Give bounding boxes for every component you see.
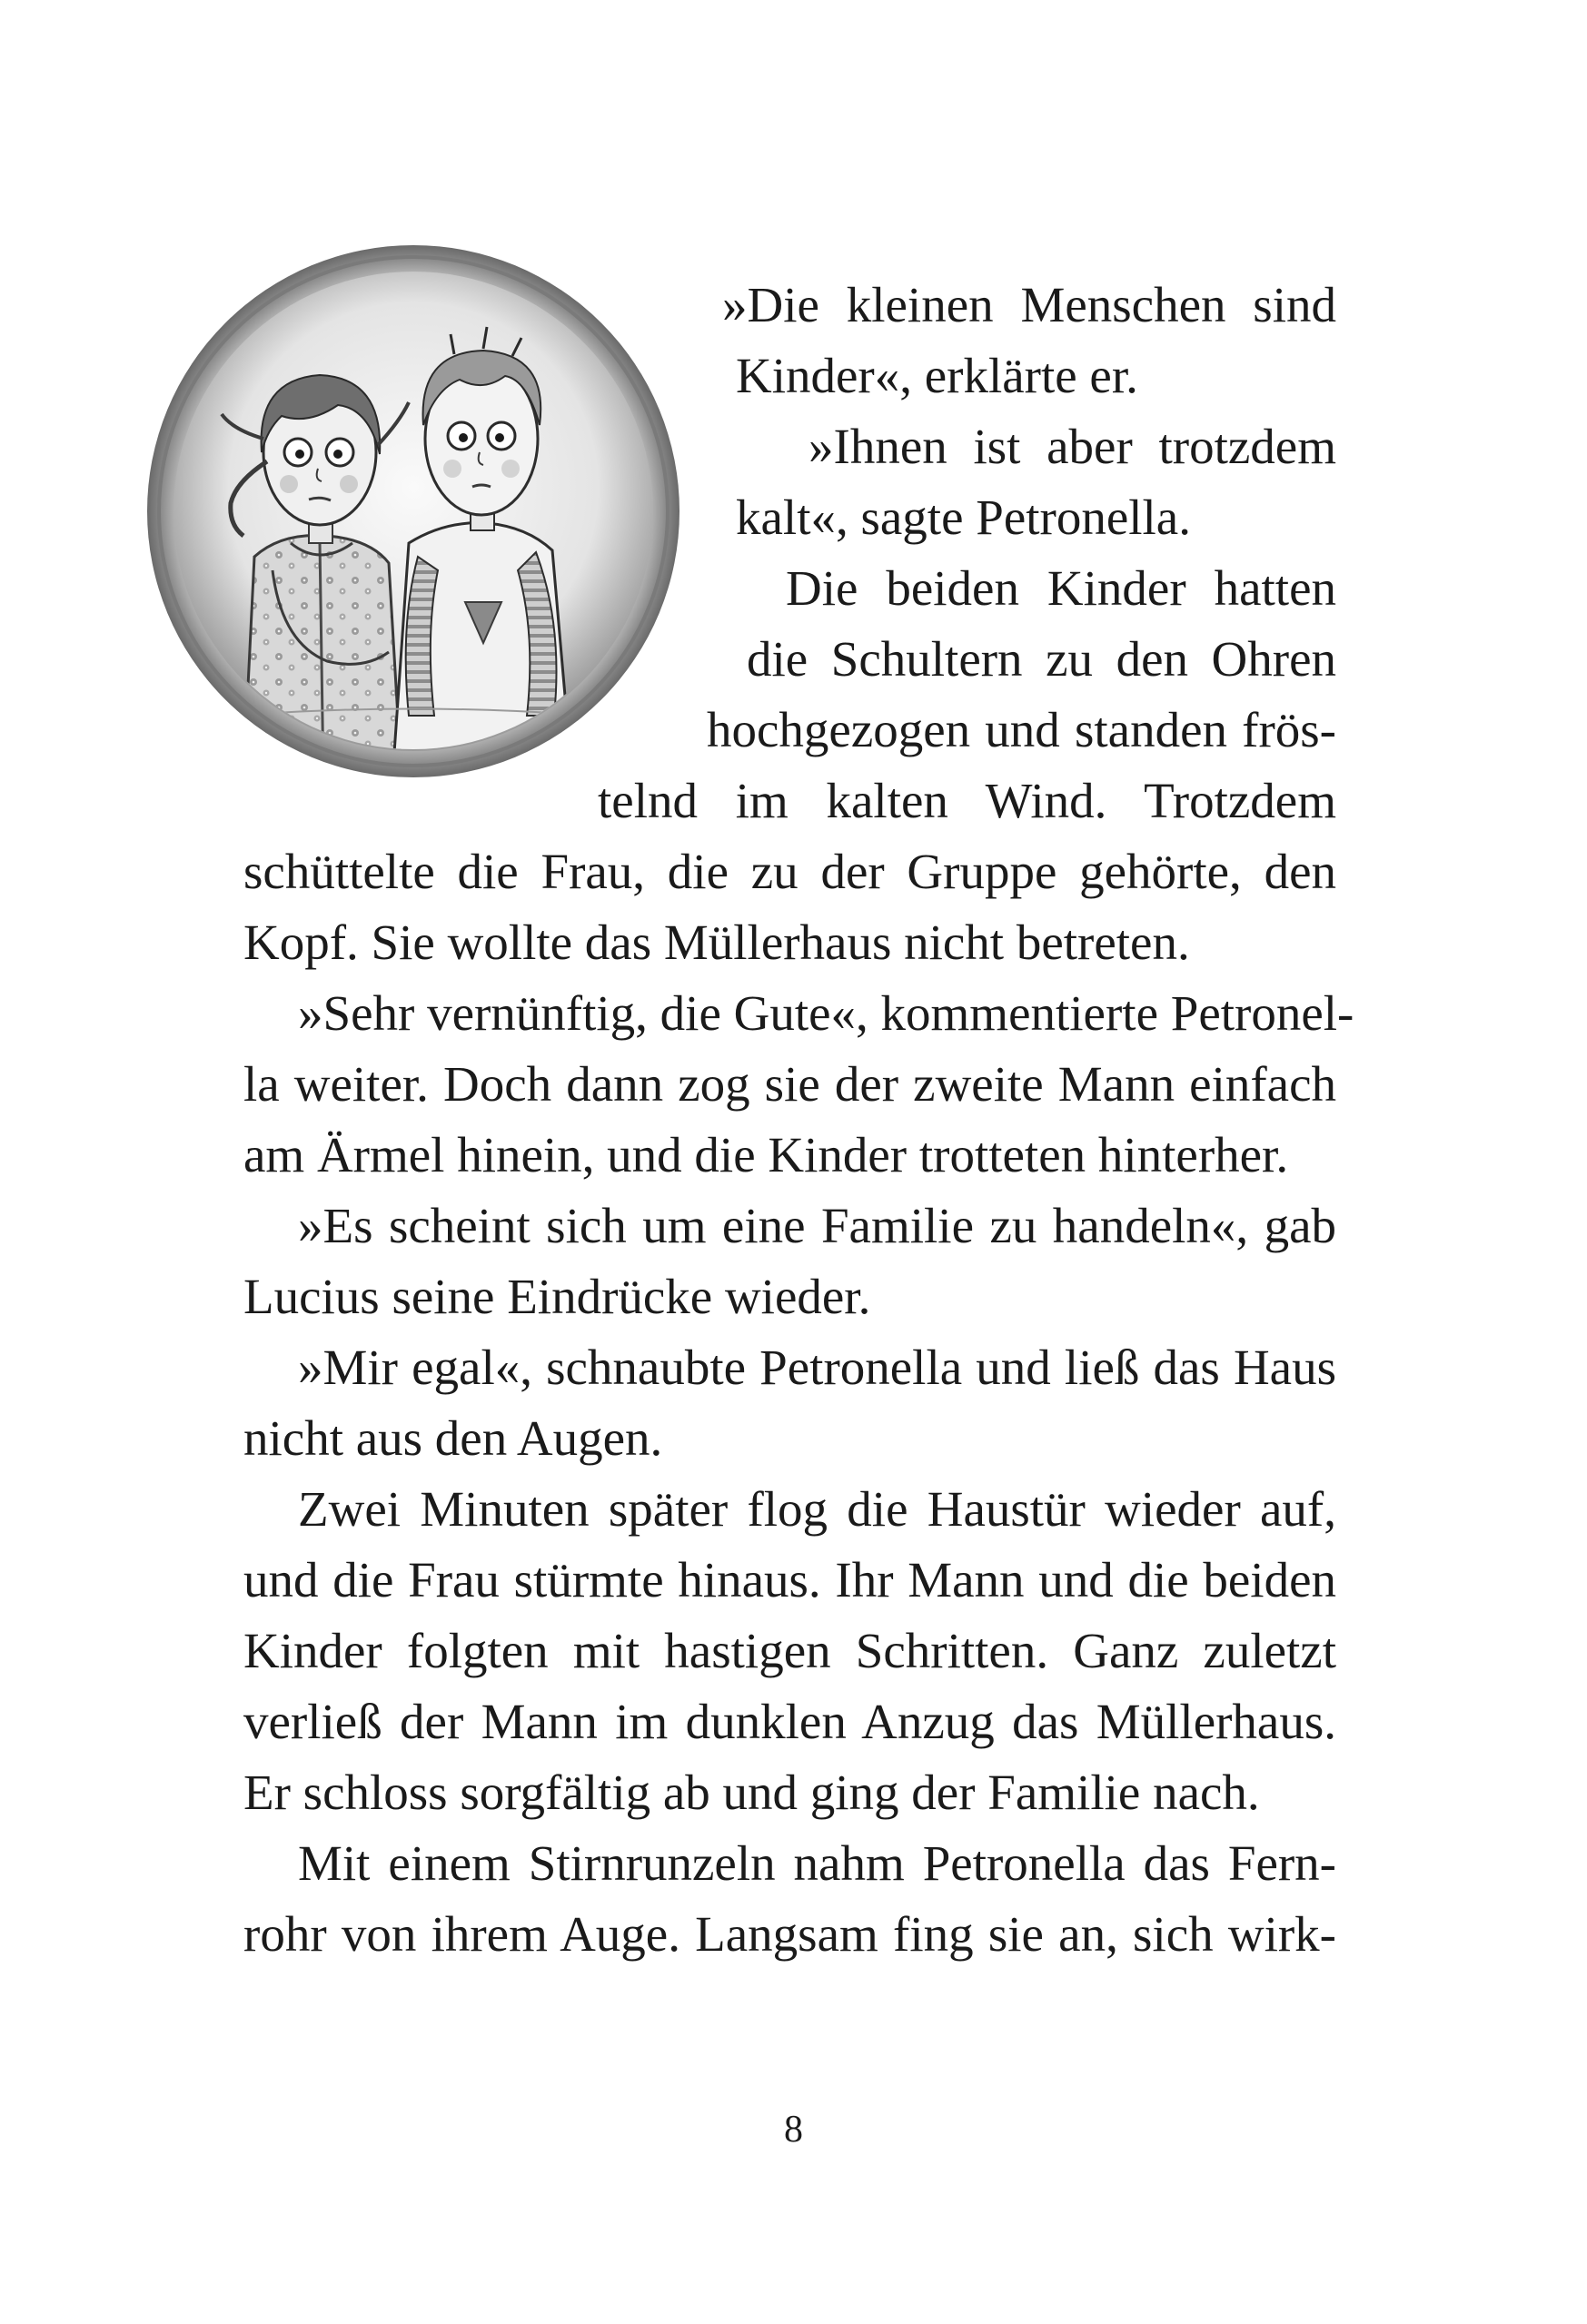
text-line: »Ihnen ist aber trotzdem	[808, 419, 1336, 474]
text-line: »Mir egal«, schnaubte Petronella und ließ das Haus	[298, 1340, 1336, 1395]
text-line: la weiter. Doch dann zog sie der zweite Mann einfach	[243, 1056, 1336, 1112]
text-line: »Die kleinen Menschen sind	[722, 277, 1336, 332]
text-line: nicht aus den Augen.	[243, 1410, 663, 1466]
text-line: »Sehr vernünftig, die Gute«, kommentierte Petronel-	[298, 985, 1354, 1041]
medallion-icon	[145, 243, 681, 779]
text-line: kalt«, sagte Petronella.	[736, 490, 1191, 545]
text-line: Kinder folgten mit hastigen Schritten. Ganz zuletzt	[243, 1623, 1336, 1678]
text-line: Lucius seine Eindrücke wieder.	[243, 1269, 871, 1324]
children-illustration-icon	[145, 243, 681, 779]
text-line: rohr von ihrem Auge. Langsam fing sie an, sich wirk-	[243, 1906, 1336, 1962]
text-line: Zwei Minuten später flog die Haustür wieder auf,	[298, 1481, 1336, 1537]
text-line: hochgezogen und standen frös-	[707, 702, 1336, 757]
text-line: verließ der Mann im dunklen Anzug das Müllerhaus.	[243, 1694, 1336, 1749]
text-line: »Es scheint sich um eine Familie zu handeln«, gab	[298, 1198, 1336, 1253]
text-line: telnd im kalten Wind. Trotzdem	[598, 773, 1336, 828]
text-line: Kopf. Sie wollte das Müllerhaus nicht betreten.	[243, 915, 1190, 970]
text-line: Die beiden Kinder hatten	[786, 560, 1336, 616]
text-line: Kinder«, erklärte er.	[736, 348, 1138, 403]
text-line: am Ärmel hinein, und die Kinder trotteten hinterher.	[243, 1127, 1289, 1182]
text-line: Mit einem Stirnrunzeln nahm Petronella das Fern-	[298, 1835, 1336, 1891]
text-line: die Schultern zu den Ohren	[747, 631, 1336, 687]
text-line: schüttelte die Frau, die zu der Gruppe gehörte, den	[243, 844, 1336, 899]
text-line: Er schloss sorgfältig ab und ging der Familie nach.	[243, 1765, 1260, 1820]
page-number: 8	[784, 2109, 803, 2151]
text-line: und die Frau stürmte hinaus. Ihr Mann und die beiden	[243, 1552, 1336, 1607]
